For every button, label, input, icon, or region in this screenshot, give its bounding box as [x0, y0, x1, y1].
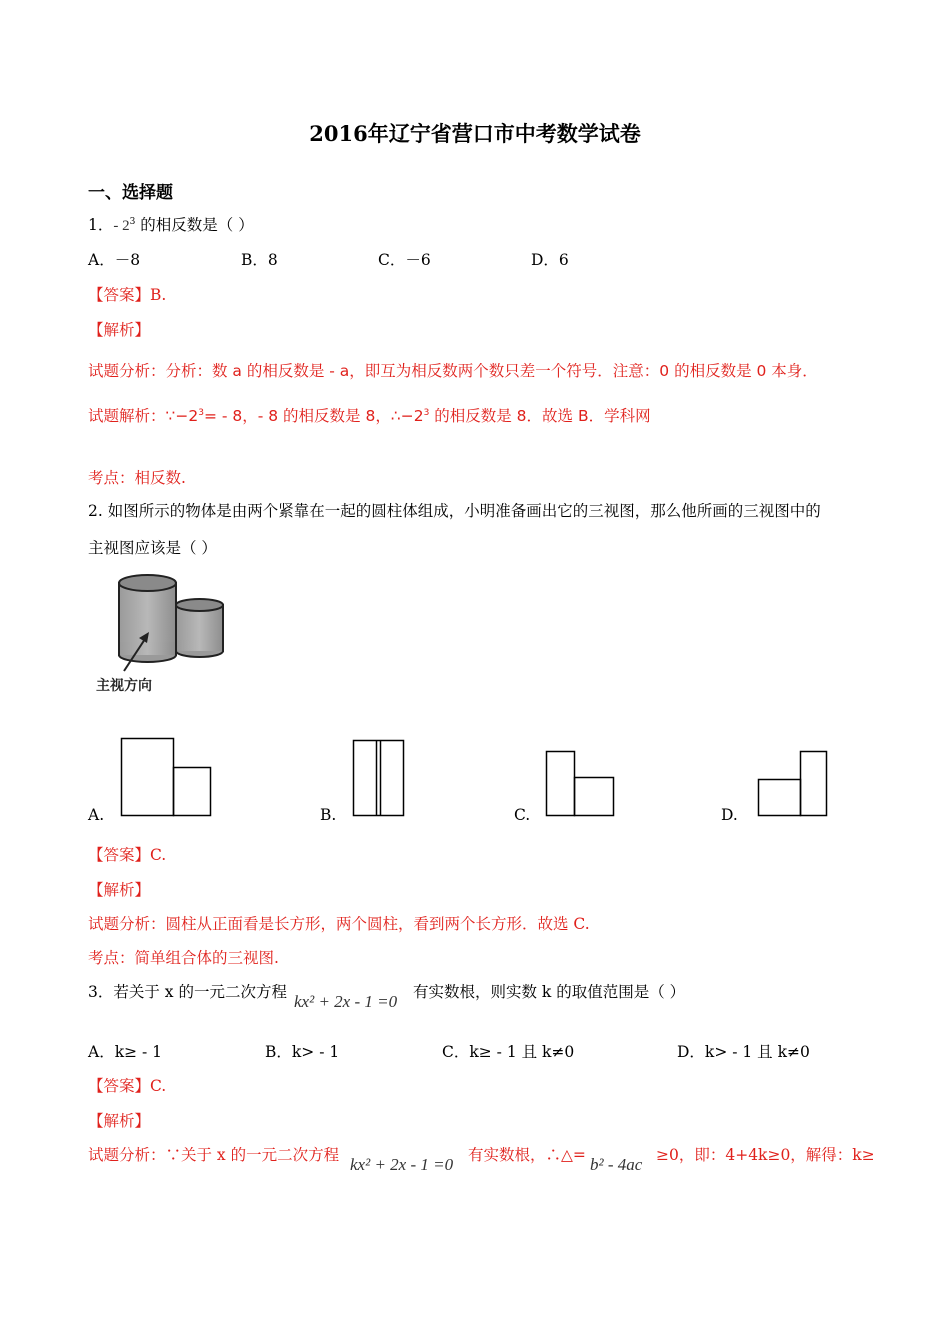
q3-stem-a: 3．若关于 x 的一元二次方程: [88, 983, 287, 1001]
section-heading: 一、选择题: [88, 183, 173, 203]
q3-stem-b: 有实数根，则实数 k 的取值范围是（ ）: [413, 983, 686, 1001]
q3-jiexi: 【解析】: [88, 1112, 151, 1130]
q2-stem-line2: 主视图应该是（ ）: [88, 539, 217, 557]
q3-answer: 【答案】C.: [88, 1077, 167, 1095]
q3-option-c: C．k≥ - 1 且 k≠0: [442, 1043, 575, 1061]
q3-option-a: A．k≥ - 1: [88, 1043, 163, 1061]
q3-discriminant: b² - 4ac: [590, 1155, 643, 1174]
q2-option-d-label: D.: [721, 806, 738, 824]
q1-option-d: D．6: [531, 251, 569, 269]
q2-answer: 【答案】C.: [88, 846, 167, 864]
q2-option-a-label: A.: [88, 806, 105, 824]
q1-kaodian: 考点：相反数.: [88, 469, 186, 487]
q2-stem-line1: 2. 如图所示的物体是由两个紧靠在一起的圆柱体组成，小明准备画出它的三视图，那么他所画的三视图中的: [88, 502, 821, 520]
page-title: 2016年辽宁省营口市中考数学试卷: [309, 121, 641, 146]
q1-answer: 【答案】B.: [88, 286, 167, 304]
q2-option-d-figure: [757, 750, 829, 818]
q1-option-c: C．－6: [378, 251, 431, 269]
q1-stem: 1．- $2^3$ 的相反数是（ ）: [88, 216, 254, 234]
small-cylinder: [176, 599, 223, 657]
q3-analysis-b: 有实数根，∴△=: [468, 1146, 586, 1164]
q3-equation: kx² + 2x - 1 =0: [294, 992, 398, 1011]
q1-analysis: 试题分析：分析：数 a 的相反数是 - a，即互为相反数两个数只差一个符号．注意：0 的相反数是 0 本身．: [88, 362, 818, 380]
q1-option-a: A．－8: [88, 251, 141, 269]
figure-caption: 主视方向: [96, 678, 152, 694]
q1-option-b: B．8: [241, 251, 278, 269]
q2-option-a-figure: [120, 737, 213, 818]
q2-option-b-label: B.: [320, 806, 337, 824]
q3-analysis-c: ≥0，即：4+4k≥0，解得：k≥: [656, 1146, 875, 1164]
q2-option-c-label: C.: [514, 806, 531, 824]
q1-solution: 试题解析：$\because-2^3= - 8$，- 8 的相反数是 8，$\therefore-2^3$ 的相反数是 8．故选 B．学科网: [88, 407, 651, 425]
q2-kaodian: 考点：简单组合体的三视图.: [88, 949, 279, 967]
large-cylinder: [119, 575, 176, 662]
q2-option-c-figure: [545, 750, 617, 818]
q2-option-b-figure: [352, 739, 406, 818]
q3-option-b: B．k> - 1: [265, 1043, 340, 1061]
q3-analysis-equation: kx² + 2x - 1 =0: [350, 1155, 454, 1174]
q1-jiexi: 【解析】: [88, 321, 151, 339]
q2-analysis: 试题分析：圆柱从正面看是长方形，两个圆柱，看到两个长方形．故选 C.: [88, 915, 590, 933]
q2-jiexi: 【解析】: [88, 881, 151, 899]
q3-analysis-a: 试题分析：∵关于 x 的一元二次方程: [88, 1146, 340, 1164]
q3-option-d: D．k> - 1 且 k≠0: [677, 1043, 810, 1061]
